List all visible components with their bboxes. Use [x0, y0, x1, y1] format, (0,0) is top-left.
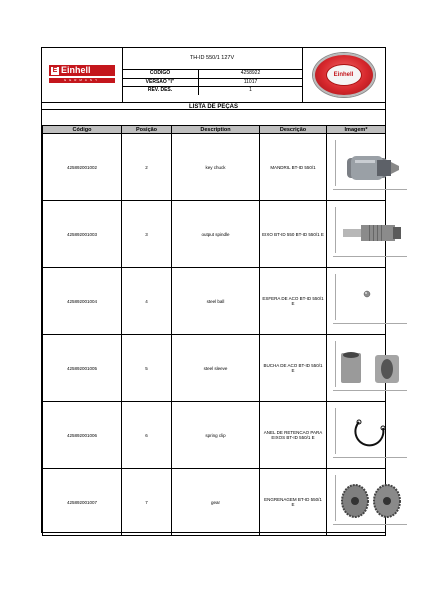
part-position: 2: [122, 134, 172, 201]
ruler-horizontal: [333, 256, 407, 261]
part-description: output spindle: [172, 201, 260, 268]
part-code: 425892001007: [43, 469, 122, 536]
document-header: [42, 48, 385, 102]
table-header-row: [43, 126, 386, 134]
part-position: 7: [122, 469, 172, 536]
part-code: 425892001004: [43, 268, 122, 335]
part-position: 4: [122, 268, 172, 335]
col-codigo: Código: [43, 126, 122, 134]
part-photo: [329, 272, 409, 330]
ruler-vertical: [331, 475, 336, 521]
col-descricao: Descrição: [260, 126, 327, 134]
versao-row: [122, 79, 302, 88]
logo-cell: [42, 48, 123, 102]
part-image: [327, 134, 386, 201]
rev-value: 1: [249, 87, 252, 93]
versao-label: VERSÃO "I": [122, 79, 199, 87]
part-description: steel ball: [172, 268, 260, 335]
part-position: 3: [122, 201, 172, 268]
part-image: [327, 268, 386, 335]
document-info: [122, 48, 303, 102]
part-descricao: MANDRIL BT-ID 550/1: [260, 134, 327, 201]
table-row: [43, 201, 386, 268]
part-code: 425892001005: [43, 335, 122, 402]
seal-brand: Einhell: [326, 64, 362, 86]
part-description: gear: [172, 469, 260, 536]
part-photo: [329, 138, 409, 196]
table-row: [43, 402, 386, 469]
brand-subtitle: GERMANY: [49, 78, 115, 83]
ruler-horizontal: [333, 189, 407, 194]
part-photo: [329, 205, 409, 263]
table-row: [43, 134, 386, 201]
part-photo: [329, 339, 409, 397]
part-code: 425892001006: [43, 402, 122, 469]
section-title: LISTA DE PEÇAS: [42, 102, 385, 110]
part-image: [327, 469, 386, 536]
part-code: 425892001003: [43, 201, 122, 268]
part-descricao: ANEL DE RETENCAO PARA EIXOS BT-ID 550/1 E: [260, 402, 327, 469]
product-title: TH-ID 550/1 127V: [122, 48, 302, 70]
part-descricao: BUCHA DE ACO BT-ID 550/1 E: [260, 335, 327, 402]
part-photo: [329, 406, 409, 464]
parts-sheet: [41, 47, 386, 533]
codigo-label: CÓDIGO: [122, 70, 199, 78]
ruler-vertical: [331, 408, 336, 454]
ruler-vertical: [331, 207, 336, 253]
part-position: 6: [122, 402, 172, 469]
col-imagem: Imagem*: [327, 126, 386, 134]
ruler-horizontal: [333, 457, 407, 462]
part-photo: [329, 473, 409, 531]
table-row: [43, 335, 386, 402]
part-image: [327, 201, 386, 268]
part-descricao: ENGRENAGEM BT-ID 550/1 E: [260, 469, 327, 536]
ruler-vertical: [331, 140, 336, 186]
part-descricao: ESFERA DE ACO BT-ID 550/1 E: [260, 268, 327, 335]
ruler-vertical: [331, 341, 336, 387]
einhell-logo: E Einhell GERMANY: [49, 65, 115, 85]
seal-cell: [302, 48, 385, 102]
part-image: [327, 335, 386, 402]
part-description: steel sleeve: [172, 335, 260, 402]
ruler-horizontal: [333, 390, 407, 395]
part-description: spring clip: [172, 402, 260, 469]
part-image: [327, 402, 386, 469]
table-row: [43, 268, 386, 335]
codigo-value: 4258922: [240, 70, 261, 76]
rev-label: REV. DES.: [122, 87, 199, 95]
col-description: Description: [172, 126, 260, 134]
brand-name: Einhell: [61, 65, 91, 75]
authorized-seal: [313, 53, 375, 97]
part-descricao: EIXO BT-ID 550 BT-ID 550/1 E: [260, 201, 327, 268]
codigo-row: [122, 70, 302, 79]
ruler-horizontal: [333, 323, 407, 328]
part-position: 5: [122, 335, 172, 402]
table-row: [43, 469, 386, 536]
ruler-vertical: [331, 274, 336, 320]
rev-row: [122, 87, 302, 95]
ruler-horizontal: [333, 524, 407, 529]
part-code: 425892001002: [43, 134, 122, 201]
part-description: key chuck: [172, 134, 260, 201]
parts-table: [42, 125, 386, 536]
versao-value: 11017: [243, 78, 258, 85]
col-posicao: Posição: [122, 126, 172, 134]
